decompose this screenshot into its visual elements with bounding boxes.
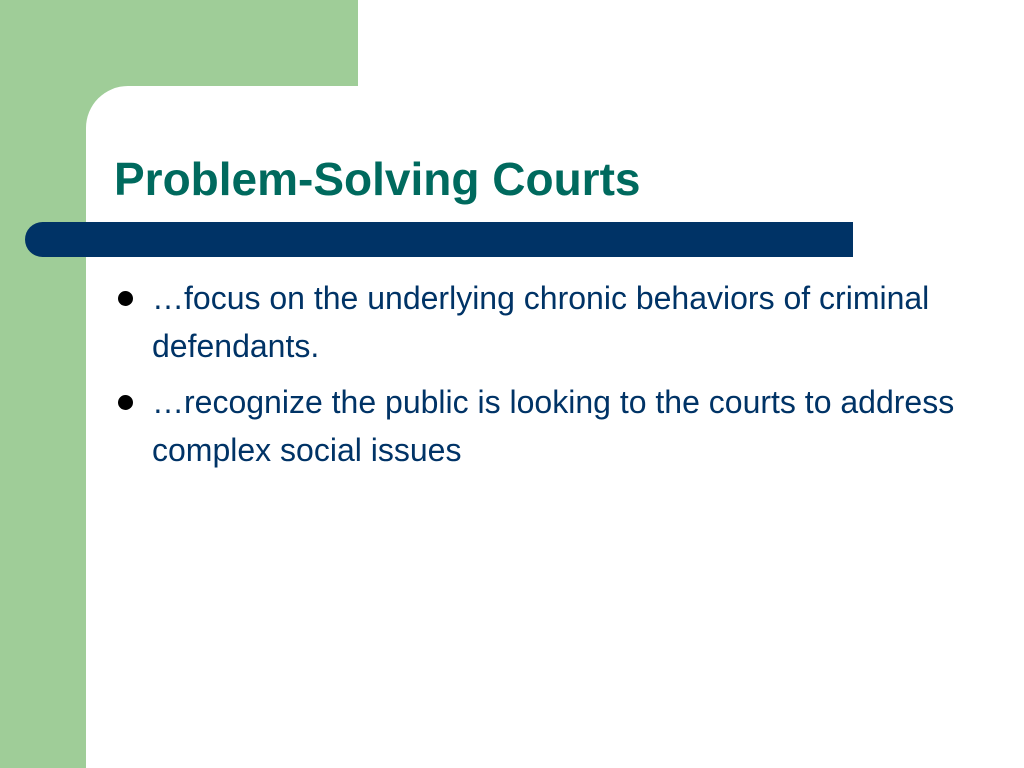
bullet-text: …recognize the public is looking to the courts to address complex social issues	[152, 384, 955, 468]
bullet-dot-icon	[118, 291, 133, 306]
bullet-text: …focus on the underlying chronic behaviors of criminal defendants.	[152, 280, 930, 364]
bullet-list	[114, 274, 994, 482]
slide-title: Problem-Solving Courts	[114, 153, 641, 205]
bullet-item	[114, 274, 994, 370]
bullet-dot-icon	[118, 395, 133, 410]
bullet-item	[114, 378, 994, 474]
title-underline-bar	[25, 222, 853, 257]
